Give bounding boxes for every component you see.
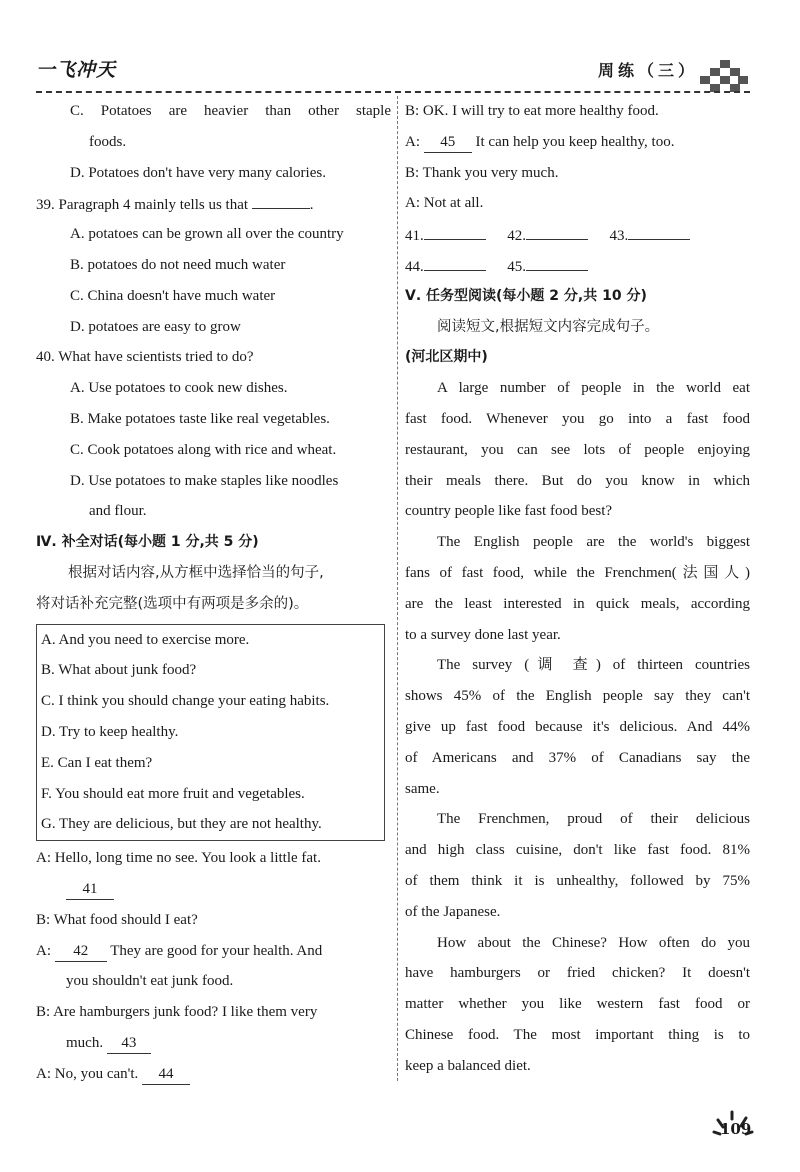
week-title: 周练（三）: [598, 61, 699, 80]
paragraph-line: The English people are the world's biggest: [437, 534, 750, 551]
paragraph-line: of the Japanese.: [405, 903, 501, 920]
paragraph-line: shows 45% of the English people say they can't: [405, 688, 750, 705]
option-39a: A. potatoes can be grown all over the country: [70, 226, 344, 243]
answer-blank-41[interactable]: 41: [66, 879, 114, 900]
checker-decoration: [700, 56, 748, 92]
option-38c: C. Potatoes are heavier than other staple: [70, 103, 391, 119]
paragraph-line: fast food. Whenever you go into a fast food: [405, 410, 750, 427]
brand-logo: 一飞冲天: [36, 59, 117, 81]
box-option-a: A. And you need to exercise more.: [41, 631, 250, 648]
section-5-heading: Ⅴ. 任务型阅读(每小题 2 分,共 10 分): [405, 287, 647, 304]
dialogue-line-4: B: Are hamburgers junk food? I like them very: [36, 1004, 318, 1021]
box-option-e: E. Can I eat them?: [41, 754, 153, 771]
box-option-g: G. They are delicious, but they are not healthy.: [41, 816, 322, 833]
dialogue-line-4-cont: much. 43: [36, 1028, 391, 1059]
paragraph-line: How about the Chinese? How often do you: [437, 934, 750, 951]
paragraph-line: to a survey done last year.: [405, 626, 561, 643]
instruction-line-1: 根据对话内容,从方框中选择恰当的句子,: [68, 564, 324, 581]
answer-blank-43[interactable]: 43: [107, 1033, 151, 1054]
dialogue-line-3: A: 42 They are good for your health. And: [36, 936, 391, 967]
option-38d: D. Potatoes don't have very many calories.: [70, 164, 326, 181]
dialogue-line-5: A: No, you can't. 44: [36, 1059, 391, 1090]
box-option-d: D. Try to keep healthy.: [41, 723, 179, 740]
left-column: [36, 96, 391, 1090]
instruction-line-2: 将对话补充完整(选项中有两项是多余的)。: [36, 595, 309, 612]
section-4-heading: Ⅳ. 补全对话(每小题 1 分,共 5 分): [36, 534, 259, 551]
option-39d: D. potatoes are easy to grow: [70, 318, 241, 335]
dialogue-line-3-cont: you shouldn't eat junk food.: [66, 973, 234, 990]
answer-line-42[interactable]: [526, 219, 588, 240]
section-5-instruction: 阅读短文,根据短文内容完成句子。: [437, 318, 660, 335]
option-39b: B. potatoes do not need much water: [70, 256, 286, 273]
option-39c: C. China doesn't have much water: [70, 287, 276, 304]
dialogue-line-1: A: Hello, long time no see. You look a little fat.: [36, 850, 321, 867]
answer-line-41[interactable]: [424, 219, 486, 240]
paragraph-line: The Frenchmen, proud of their delicious: [437, 811, 750, 828]
dialogue-blank-41: [36, 874, 391, 905]
paragraph-line: same.: [405, 780, 440, 797]
dialogue-line-7: A: 45 It can help you keep healthy, too.: [405, 127, 750, 158]
paragraph-line: country people like fast food best?: [405, 503, 613, 520]
box-option-b: B. What about junk food?: [41, 662, 197, 679]
paragraph-line: of Americans and 37% of Canadians say the: [405, 749, 750, 766]
answer-line-45[interactable]: [526, 250, 588, 271]
page-number: 109: [708, 1110, 758, 1150]
page-header: [0, 0, 800, 100]
paragraph-line: matter whether you like western fast food or: [405, 996, 750, 1013]
source-label: (河北区期中): [405, 349, 488, 366]
box-option-c: C. I think you should change your eating habits.: [41, 693, 330, 710]
header-rule: [36, 91, 750, 93]
option-40a: A. Use potatoes to cook new dishes.: [70, 380, 288, 397]
paragraph-line: restaurant, you can see lots of people enjoying: [405, 441, 750, 458]
paragraph-line: Chinese food. The most important thing is to: [405, 1026, 750, 1043]
paragraph-line: fans of fast food, while the Frenchmen(法国人): [405, 564, 750, 581]
paragraph-line: their meals there. But do you know in which: [405, 472, 750, 489]
paragraph-line: give up fast food because it's delicious. And 44%: [405, 718, 750, 735]
paragraph-line: of them think it is unhealthy, followed by 75%: [405, 872, 750, 889]
option-40d-cont: and flour.: [89, 503, 147, 520]
paragraph-line: keep a balanced diet.: [405, 1057, 531, 1074]
answer-blank-44[interactable]: 44: [142, 1064, 190, 1085]
dialogue-line-8: B: Thank you very much.: [405, 164, 559, 181]
answer-blank-42[interactable]: 42: [55, 941, 107, 962]
answer-blank-45[interactable]: 45: [424, 132, 472, 153]
option-40c: C. Cook potatoes along with rice and wheat.: [70, 441, 337, 458]
paragraph-line: are the least interested in quick meals, according: [405, 595, 750, 612]
paragraph-line: have hamburgers or fried chicken? It doesn't: [405, 965, 750, 982]
option-40d: D. Use potatoes to make staples like noodles: [70, 472, 339, 489]
question-40: 40. What have scientists tried to do?: [36, 349, 254, 366]
answer-row-1: 41. 42. 43.: [405, 219, 750, 250]
answer-blank[interactable]: [252, 188, 310, 209]
paragraph-line: and high class cuisine, don't like fast food. 81%: [405, 842, 750, 859]
dialogue-line-6: B: OK. I will try to eat more healthy food.: [405, 103, 659, 119]
options-box: [36, 624, 385, 842]
paragraph-line: A large number of people in the world eat: [437, 380, 750, 397]
dialogue-line-2: B: What food should I eat?: [36, 911, 198, 928]
option-40b: B. Make potatoes taste like real vegetables.: [70, 410, 330, 427]
paragraph-line: The survey (调 查) of thirteen countries: [437, 657, 750, 674]
dialogue-line-9: A: Not at all.: [405, 195, 484, 212]
option-38c-cont: foods.: [89, 133, 127, 150]
answer-line-43[interactable]: [628, 219, 690, 240]
box-option-f: F. You should eat more fruit and vegetables.: [41, 785, 305, 802]
question-39: 39. Paragraph 4 mainly tells us that .: [36, 188, 391, 219]
right-column: [405, 96, 750, 1082]
answer-row-2: 44. 45.: [405, 250, 750, 281]
column-divider: [397, 96, 398, 1081]
answer-line-44[interactable]: [424, 250, 486, 271]
